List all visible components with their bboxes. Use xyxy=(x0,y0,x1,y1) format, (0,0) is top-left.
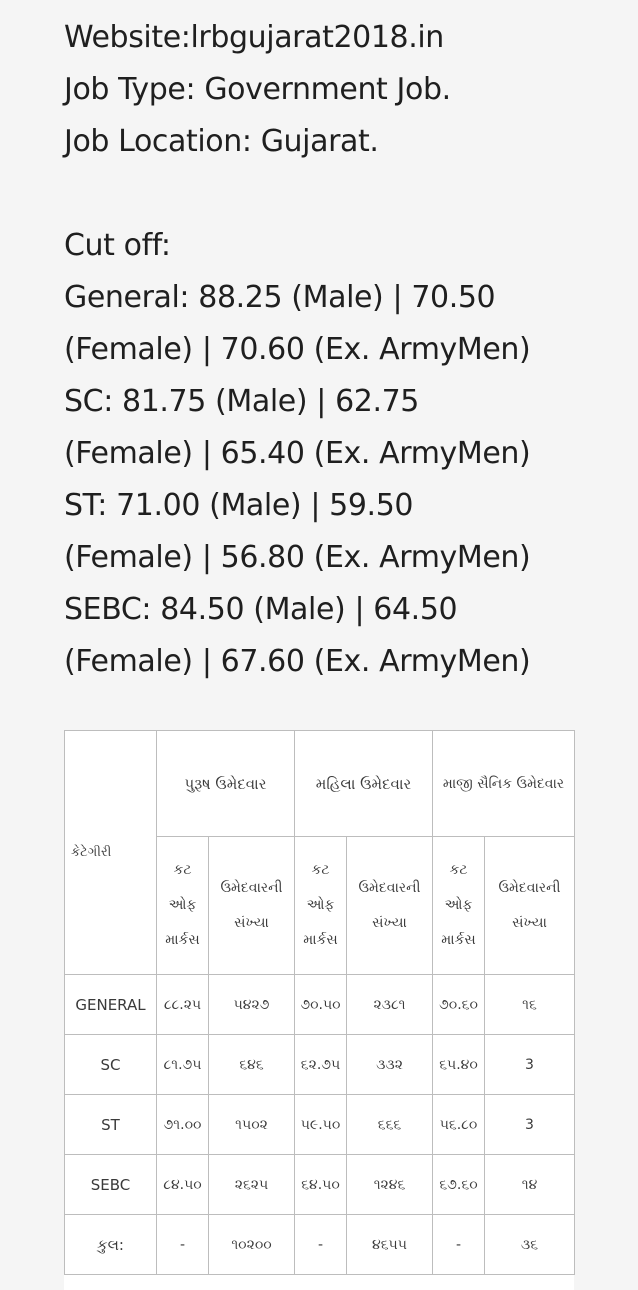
cutoff-line: SC: 81.75 (Male) | 62.75 xyxy=(64,384,419,419)
job-info xyxy=(64,12,624,688)
table-cell: ૮૧.૭૫ xyxy=(157,1035,209,1095)
table-cell: ૮૮.૨૫ xyxy=(157,975,209,1035)
category-cell: SEBC xyxy=(65,1155,157,1215)
table-cell: ૨૩૮૧ xyxy=(347,975,433,1035)
table-cell: - xyxy=(157,1215,209,1275)
table-row xyxy=(65,1035,575,1095)
table-cell: ૫૪૨૭ xyxy=(209,975,295,1035)
table-cell: ૬૭.૬૦ xyxy=(433,1155,485,1215)
cutoff-marks-header: કટ ઓફ માર્કસ xyxy=(157,837,209,975)
cutoff-line: SEBC: 84.50 (Male) | 64.50 xyxy=(64,592,458,627)
table-cell: ૮૪.૫૦ xyxy=(157,1155,209,1215)
category-cell: GENERAL xyxy=(65,975,157,1035)
candidate-count-header: ઉમેદવારની સંખ્યા xyxy=(347,837,433,975)
table-row xyxy=(65,975,575,1035)
category-header: કેટેગીરી xyxy=(65,731,157,975)
table-header-row xyxy=(65,731,575,837)
cutoff-marks-header: કટ ઓફ માર્કસ xyxy=(295,837,347,975)
table-cell: ૧૬ xyxy=(485,975,575,1035)
total-label-cell: કુલ: xyxy=(65,1215,157,1275)
table-cell: ૬૨.૭૫ xyxy=(295,1035,347,1095)
job-location-line: Job Location: Gujarat. xyxy=(64,124,379,159)
candidate-count-header: ઉમેદવારની સંખ્યા xyxy=(209,837,295,975)
table-row xyxy=(65,1095,575,1155)
ex-army-candidates-header: માજી સૈનિક ઉમેદવાર xyxy=(433,731,575,837)
table-cell: ૧૨૪૬ xyxy=(347,1155,433,1215)
table-cell: ૧૦૨૦૦ xyxy=(209,1215,295,1275)
table-cell: ૭૧.૦૦ xyxy=(157,1095,209,1155)
cutoff-marks-header: કટ ઓફ માર્કસ xyxy=(433,837,485,975)
table-cell: ૧૫૦૨ xyxy=(209,1095,295,1155)
cutoff-line: General: 88.25 (Male) | 70.50 xyxy=(64,280,496,315)
category-cell: SC xyxy=(65,1035,157,1095)
cutoff-title: Cut off: xyxy=(64,228,171,263)
cutoff-line: ST: 71.00 (Male) | 59.50 xyxy=(64,488,414,523)
cutoff-table xyxy=(64,730,575,1275)
table-cell: ૭૦.૫૦ xyxy=(295,975,347,1035)
table-cell: ૧૪ xyxy=(485,1155,575,1215)
table-cell: ૬૬૬ xyxy=(347,1095,433,1155)
table-cell: ૩૩૨ xyxy=(347,1035,433,1095)
cutoff-line: (Female) | 65.40 (Ex. ArmyMen) xyxy=(64,436,531,471)
cutoff-line: (Female) | 67.60 (Ex. ArmyMen) xyxy=(64,644,531,679)
website-line: Website:lrbgujarat2018.in xyxy=(64,20,444,55)
table-cell: ૬૪૬ xyxy=(209,1035,295,1095)
job-type-line: Job Type: Government Job. xyxy=(64,72,451,107)
table-cell: ૫૬.૮૦ xyxy=(433,1095,485,1155)
cutoff-table-wrapper xyxy=(64,730,574,1290)
table-total-row xyxy=(65,1215,575,1275)
table-cell: ૭૦.૬૦ xyxy=(433,975,485,1035)
table-cell: ૨૬૨૫ xyxy=(209,1155,295,1215)
table-cell: ૫૯.૫૦ xyxy=(295,1095,347,1155)
cutoff-line: (Female) | 70.60 (Ex. ArmyMen) xyxy=(64,332,531,367)
male-candidates-header: પુરૂષ ઉમેદવાર xyxy=(157,731,295,837)
table-cell: ૬૪.૫૦ xyxy=(295,1155,347,1215)
table-cell: ૪૬૫૫ xyxy=(347,1215,433,1275)
female-candidates-header: મહિલા ઉમેદવાર xyxy=(295,731,433,837)
candidate-count-header: ઉમેદવારની સંખ્યા xyxy=(485,837,575,975)
table-cell: ૩૬ xyxy=(485,1215,575,1275)
cutoff-line: (Female) | 56.80 (Ex. ArmyMen) xyxy=(64,540,531,575)
category-cell: ST xyxy=(65,1095,157,1155)
table-cell: 3 xyxy=(485,1035,575,1095)
table-cell: - xyxy=(433,1215,485,1275)
table-cell: 3 xyxy=(485,1095,575,1155)
table-cell: ૬૫.૪૦ xyxy=(433,1035,485,1095)
table-cell: - xyxy=(295,1215,347,1275)
table-row xyxy=(65,1155,575,1215)
spacer xyxy=(64,168,624,220)
